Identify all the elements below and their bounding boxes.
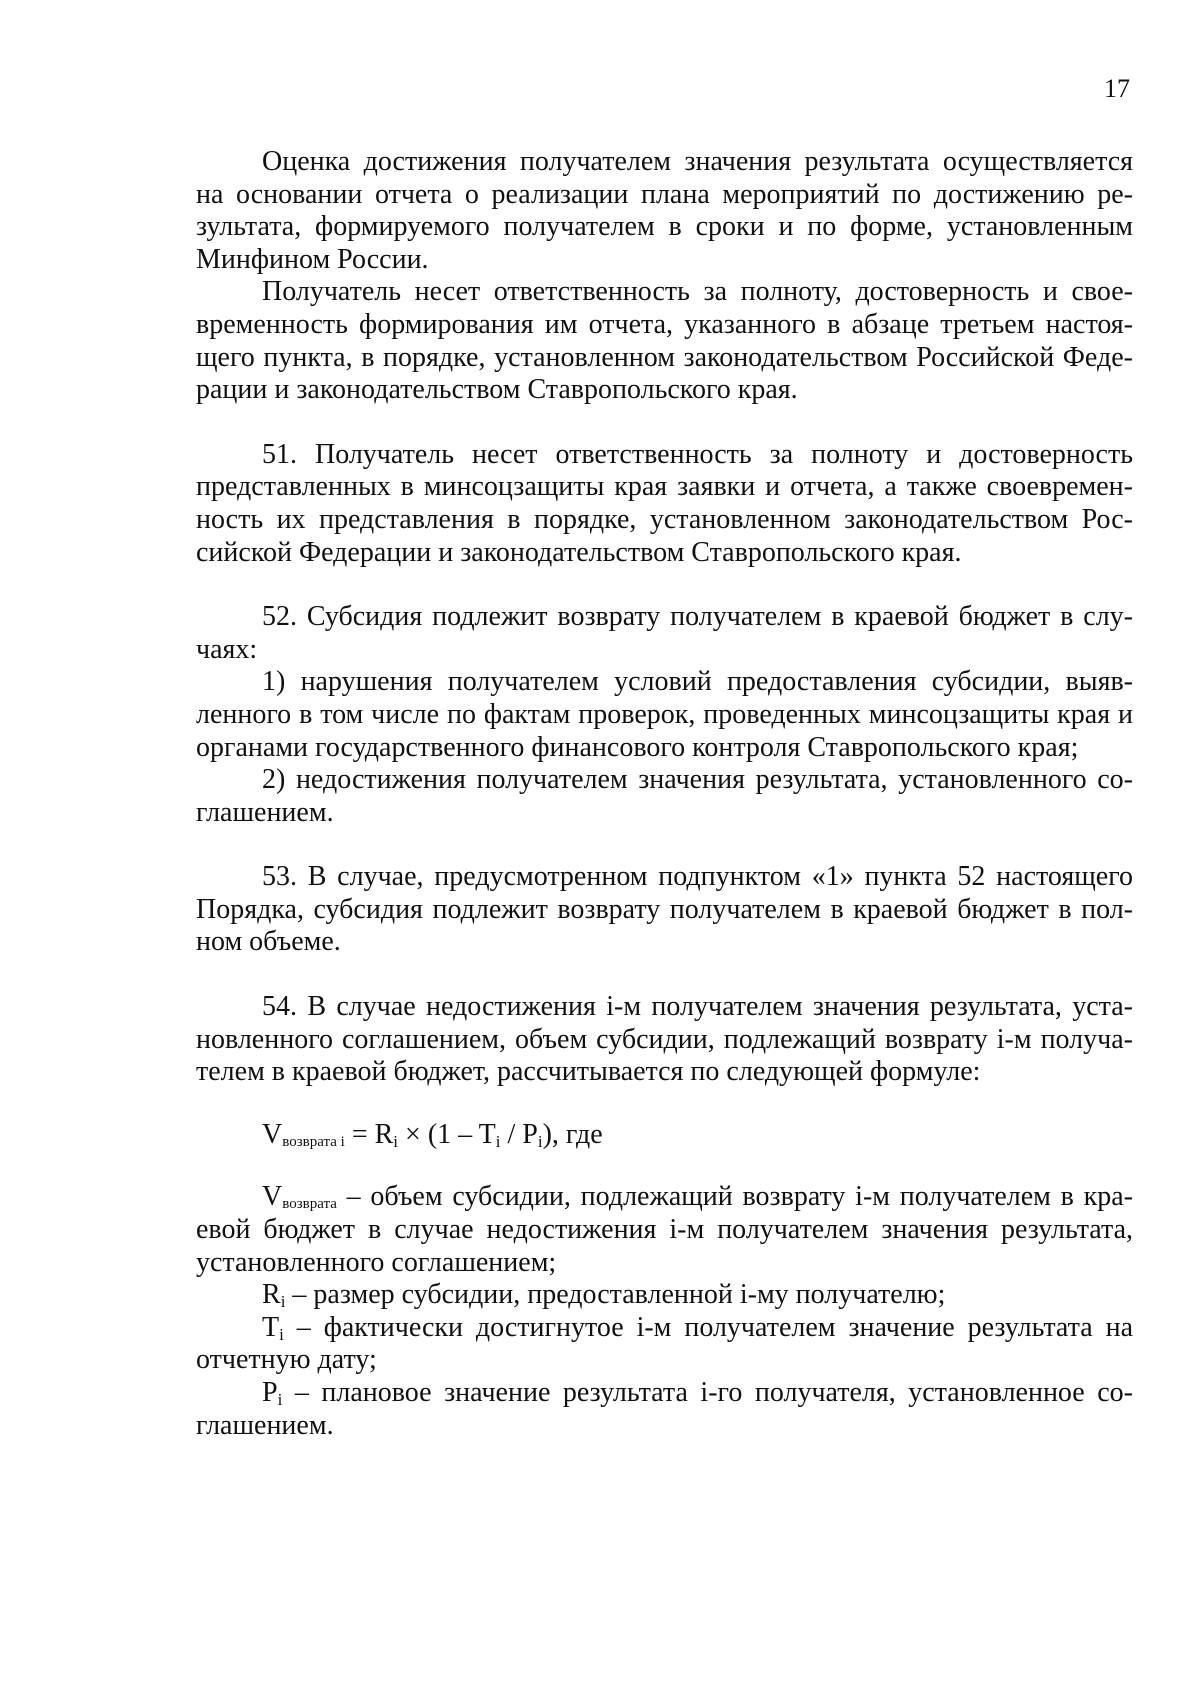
paragraph-54: 54. В случае недостижения i-м получателем значения результата, установленного соглашением, объем субсидии, подлежащий возврату i-м получателем в краевой бюджет, рассчитывается по следующей формуле: — [196, 991, 1133, 1088]
definition-r — [196, 1279, 1133, 1312]
definition-v — [196, 1181, 1133, 1279]
definition-v-symbol: V — [262, 1181, 283, 1213]
formula-mid: × (1 – — [398, 1118, 479, 1150]
definition-t-symbol: T — [262, 1311, 280, 1343]
formula-r: R — [374, 1118, 394, 1150]
definition-v-text: – объем субсидии, подлежащий возврату i-м получателем в краевой бюджет в случае недостижения i-м получателем значения результата, установленного соглашением; — [196, 1181, 1133, 1278]
paragraph-52-item-1: 1) нарушения получателем условий предоставления субсидии, выявленного в том числе по фактам проверок, проведенных минсоцзащиты края и органами государственного финансового контроля Ставропольского края; — [196, 666, 1133, 763]
formula-r-subscript: i — [393, 1131, 399, 1151]
definition-p — [196, 1377, 1133, 1442]
definition-t-text: – фактически достигнутое i-м получателем значение результата на отчетную дату; — [196, 1311, 1133, 1376]
paragraph-52-item-2: 2) недостижения получателем значения результата, установленного соглашением. — [196, 764, 1133, 828]
paragraph-51: 51. Получатель несет ответственность за полноту и достоверность представленных в минсоцзащиты края заявки и отчета, а также своевременность их представления в порядке, установленном законодательством Российской Федерации и законодательством Ставропольского края. — [196, 438, 1133, 568]
definition-v-subscript: возврата — [282, 1196, 337, 1213]
formula-v: V — [262, 1118, 283, 1150]
paragraph-52: 52. Субсидия подлежит возврату получателем в краевой бюджет в случаях: — [196, 601, 1133, 665]
definition-p-subscript: i — [277, 1390, 283, 1409]
definition-r-subscript: i — [280, 1292, 286, 1312]
formula-eq: = — [344, 1118, 375, 1150]
paragraph-53: 53. В случае, предусмотренном подпунктом «1» пункта 52 настоящего Порядка, субсидия подлежит возврату получателем в краевой бюджет в полном объеме. — [196, 861, 1133, 958]
formula — [196, 1119, 1133, 1152]
formula-t: T — [478, 1118, 496, 1150]
paragraph-responsibility-report: Получатель несет ответственность за полноту, достоверность и своевременность формирования им отчета, указанного в абзаце третьем настоящего пункта, в порядке, установленном законодательством Российской Федерации и законодательством Ставропольского края. — [196, 276, 1133, 406]
formula-t-subscript: i — [495, 1131, 501, 1151]
paragraph-assessment: Оценка достижения получателем значения результата осуществляется на основании отчета о реализации плана мероприятий по достижению результата, формируемого получателем в сроки и по форме, установленным Минфином России. — [196, 146, 1133, 275]
definition-r-text: – размер субсидии, предоставленной i-му получателю; — [285, 1279, 946, 1311]
formula-slash: / — [500, 1118, 523, 1150]
page-number: 17 — [1104, 74, 1130, 103]
definition-p-text: – плановое значение результата i-го получателя, установленное соглашением. — [196, 1377, 1133, 1441]
formula-p-subscript: i — [537, 1131, 543, 1151]
definition-r-symbol: R — [262, 1279, 281, 1311]
formula-v-subscript: возврата i — [282, 1133, 345, 1150]
definition-t-subscript: i — [279, 1324, 284, 1344]
definition-t — [196, 1312, 1133, 1377]
formula-tail: ), где — [542, 1118, 603, 1150]
document-body — [196, 146, 1133, 1442]
definition-p-symbol: P — [262, 1377, 278, 1408]
formula-p: P — [522, 1118, 538, 1150]
